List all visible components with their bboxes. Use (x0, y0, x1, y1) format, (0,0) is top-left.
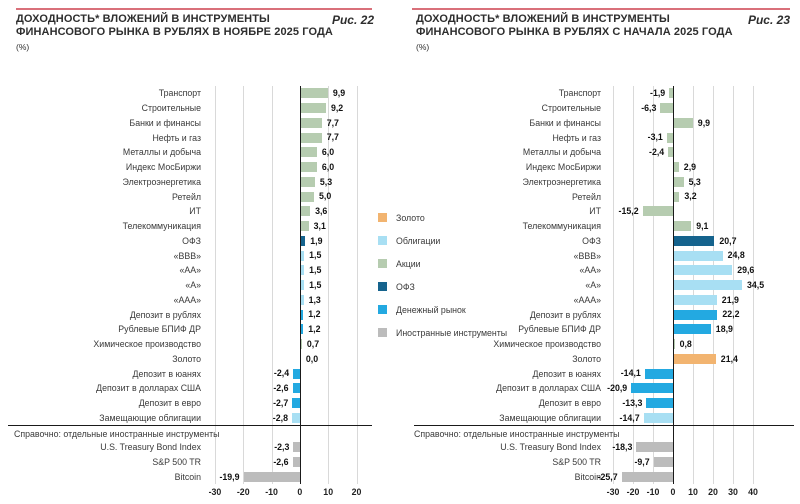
chart-unit-label: (%) (416, 42, 430, 52)
value-label: 1,5 (309, 279, 322, 290)
legend-label: Золото (396, 212, 425, 223)
bar (673, 236, 714, 246)
value-label: -2,3 (274, 442, 290, 452)
chart-row (0, 381, 400, 396)
category-label: Телекоммуникация (522, 221, 601, 232)
bar (673, 354, 716, 364)
value-label: -20,9 (607, 383, 628, 393)
legend-label: Денежный рынок (396, 304, 466, 315)
value-label: -14,1 (620, 368, 641, 379)
row-plot (607, 248, 767, 263)
axis-tick-label: 20 (708, 487, 718, 498)
row-plot (597, 470, 767, 485)
value-label: -2,6 (273, 383, 289, 393)
value-label: -6,3 (641, 102, 657, 113)
value-label: 9,2 (330, 102, 344, 113)
value-label: -2,6 (273, 456, 289, 467)
chart-row (0, 440, 400, 455)
row-plot (207, 322, 367, 337)
row-plot (207, 455, 367, 470)
value-label: 24,8 (727, 250, 745, 261)
chart-row (0, 263, 400, 278)
chart-title-line2: ФИНАНСОВОГО РЫНКА В РУБЛЯХ С НАЧАЛА 2025 ГОДА (416, 26, 733, 38)
bar (645, 369, 673, 379)
chart-row (400, 470, 800, 485)
bar (660, 103, 673, 113)
category-label: Металлы и добыча (522, 147, 601, 158)
value-label: 5,0 (319, 191, 332, 202)
row-plot (207, 440, 367, 455)
value-label: 9,9 (332, 88, 346, 98)
value-label: 1,5 (309, 265, 322, 275)
row-plot (207, 234, 367, 249)
category-label: Депозит в евро (138, 398, 201, 409)
category-label: «А» (585, 280, 601, 291)
row-plot (207, 470, 367, 485)
bar (673, 324, 711, 334)
note-section-label: Справочно: отдельные иностранные инструменты (414, 428, 620, 439)
chart-row (400, 366, 800, 381)
row-plot (207, 278, 367, 293)
chart-row (0, 86, 400, 101)
legend-label: Акции (396, 258, 421, 269)
category-label: ОФЗ (582, 235, 601, 246)
figure-number: Рис. 22 (331, 13, 374, 27)
legend-swatch-ofz (378, 282, 387, 291)
top-rule (412, 8, 790, 10)
value-label: 1,2 (308, 309, 321, 320)
category-label: Bitcoin (174, 471, 201, 482)
bar (673, 265, 732, 275)
row-plot (607, 86, 767, 101)
value-label: -14,7 (619, 412, 640, 423)
bar (673, 310, 717, 320)
chart-row (0, 307, 400, 322)
bar (644, 413, 673, 423)
bar (300, 221, 309, 231)
category-label: S&P 500 TR (152, 457, 201, 468)
category-label: ИТ (589, 206, 601, 217)
axis-tick-label: 20 (351, 487, 362, 498)
axis-tick-label: 0 (670, 487, 676, 498)
legend-label: Иностранные инструменты (396, 327, 508, 338)
category-label: Химическое производство (493, 339, 601, 350)
chart-row (0, 189, 400, 204)
legend-swatch-money (378, 305, 387, 314)
chart-row (400, 396, 800, 411)
chart-title-line1: ДОХОДНОСТЬ* ВЛОЖЕНИЙ В ИНСТРУМЕНТЫ (416, 13, 670, 25)
chart-row (400, 175, 800, 190)
category-label: «АА» (579, 265, 601, 276)
chart-row (0, 278, 400, 293)
value-label: 0,8 (679, 338, 692, 349)
chart-row (0, 352, 400, 367)
bar (300, 162, 317, 172)
chart-row (400, 86, 800, 101)
row-plot (607, 411, 767, 426)
bar (673, 280, 742, 290)
category-label: Электроэнергетика (122, 176, 201, 187)
row-plot (607, 352, 767, 367)
value-label: -2,4 (273, 368, 290, 379)
row-plot (607, 440, 767, 455)
category-label: Ретейл (572, 191, 601, 202)
row-plot (607, 175, 767, 190)
axis-tick-label: -20 (626, 487, 640, 498)
category-label: Телекоммуникация (122, 221, 201, 232)
category-label: Замещающие облигации (499, 412, 601, 423)
chart-row (0, 130, 400, 145)
chart-title-line1: ДОХОДНОСТЬ* ВЛОЖЕНИЙ В ИНСТРУМЕНТЫ (16, 13, 270, 25)
chart-row (0, 116, 400, 131)
category-label: Депозит в долларах США (496, 383, 601, 394)
value-label: 34,5 (747, 279, 765, 290)
category-label: «ААА» (573, 294, 601, 305)
value-label: 1,2 (308, 324, 321, 334)
chart-row (0, 337, 400, 352)
note-rows-container (0, 440, 400, 484)
legend-swatch-bonds (378, 236, 387, 245)
bar (673, 221, 691, 231)
chart-row (0, 145, 400, 160)
axis-tick-label: -20 (236, 487, 250, 498)
category-label: «ААА» (173, 294, 201, 305)
category-label: ОФЗ (182, 235, 201, 246)
category-label: Замещающие облигации (99, 412, 201, 423)
axis-tick-label: -10 (265, 487, 278, 498)
value-label: -2,8 (272, 412, 288, 423)
axis-tick-label: -30 (606, 487, 620, 498)
row-plot (607, 204, 767, 219)
value-label: 21,4 (720, 353, 738, 364)
category-label: Транспорт (558, 88, 601, 99)
category-label: «BBB» (573, 250, 601, 261)
chart-row (0, 204, 400, 219)
bar (293, 457, 300, 467)
category-label: Депозит в рублях (129, 309, 201, 320)
value-label: 1,9 (310, 235, 323, 246)
bar (673, 295, 717, 305)
bar (300, 133, 322, 143)
category-label: Депозит в юанях (532, 368, 601, 379)
bar (300, 147, 317, 157)
chart-row (0, 470, 400, 485)
value-label: 7,7 (326, 132, 339, 143)
chart-row (400, 352, 800, 367)
row-plot (607, 219, 767, 234)
row-plot (607, 366, 767, 381)
value-label: 21,9 (721, 294, 739, 305)
row-plot (607, 145, 767, 160)
row-plot (607, 263, 767, 278)
bar (636, 442, 673, 452)
row-plot (207, 175, 367, 190)
category-label: Депозит в рублях (529, 309, 601, 320)
category-label: «АА» (179, 265, 201, 276)
category-label: Банки и финансы (129, 117, 201, 128)
bar (300, 192, 314, 202)
axis-tick-label: 10 (688, 487, 698, 498)
chart-row (0, 234, 400, 249)
chart-row (400, 145, 800, 160)
row-plot (207, 307, 367, 322)
bar (646, 398, 673, 408)
bar (300, 177, 315, 187)
row-plot (607, 278, 767, 293)
value-label: -15,2 (618, 206, 639, 216)
category-label: U.S. Treasury Bond Index (500, 442, 601, 453)
row-plot (207, 248, 367, 263)
value-label: 3,2 (684, 191, 697, 202)
bar (300, 88, 328, 98)
category-label: Электроэнергетика (522, 176, 601, 187)
note-rows-container (400, 440, 800, 484)
row-plot (607, 189, 767, 204)
row-plot (207, 263, 367, 278)
chart-row (0, 322, 400, 337)
category-label: Индекс МосБиржи (525, 162, 601, 173)
axis-tick-label: -30 (208, 487, 222, 498)
chart-row (400, 381, 800, 396)
row-plot (607, 116, 767, 131)
figure-number: Рис. 23 (747, 13, 790, 27)
category-label: Нефть и газ (152, 132, 201, 143)
row-plot (607, 455, 767, 470)
row-plot (607, 381, 767, 396)
category-label: Ретейл (172, 191, 201, 202)
legend-swatch-foreign (378, 328, 387, 337)
bar (673, 118, 693, 128)
legend-item-ofz (378, 282, 507, 291)
category-label: Депозит в долларах США (96, 383, 201, 394)
row-plot (207, 160, 367, 175)
category-label: Bitcoin (574, 471, 601, 482)
value-label: 1,3 (308, 294, 321, 305)
value-label: -9,7 (634, 456, 650, 467)
chart-row (0, 219, 400, 234)
value-label: 5,3 (319, 176, 333, 187)
bar (622, 472, 673, 482)
row-plot (207, 411, 367, 426)
value-label: 18,9 (715, 324, 733, 334)
category-label: ИТ (189, 206, 201, 217)
row-plot (207, 219, 367, 234)
row-plot (207, 204, 367, 219)
axis-tick-label: -10 (646, 487, 660, 498)
bar (300, 118, 322, 128)
separator-line (8, 425, 372, 426)
chart-row (0, 366, 400, 381)
row-plot (607, 160, 767, 175)
bar (293, 383, 300, 393)
category-label: Золото (172, 353, 201, 364)
row-plot (607, 307, 767, 322)
category-label: Строительные (141, 103, 201, 114)
legend-item-bonds (378, 236, 507, 245)
bar (673, 251, 723, 261)
row-plot (607, 293, 767, 308)
bar (643, 206, 673, 216)
value-label: 3,1 (313, 220, 326, 231)
bar (673, 177, 684, 187)
value-label: 5,3 (688, 176, 701, 187)
value-label: -18,3 (612, 442, 633, 452)
chart-row (0, 248, 400, 263)
category-label: Химическое производство (93, 339, 201, 350)
chart-row (0, 293, 400, 308)
category-label: «А» (185, 280, 201, 291)
row-plot (607, 337, 767, 352)
axis-tick-label: 30 (728, 487, 738, 498)
row-plot (207, 396, 367, 411)
value-label: 2,9 (683, 161, 697, 172)
chart-row (400, 101, 800, 116)
chart-title-line2: ФИНАНСОВОГО РЫНКА В РУБЛЯХ В НОЯБРЕ 2025 ГОДА (16, 26, 333, 38)
bar (300, 206, 310, 216)
legend (378, 213, 507, 351)
row-plot (207, 145, 367, 160)
value-label: 22,2 (722, 309, 740, 320)
rows-container (0, 86, 400, 425)
category-label: Депозит в юанях (132, 368, 201, 379)
row-plot (207, 337, 367, 352)
chart-row (400, 116, 800, 131)
bar (244, 472, 300, 482)
bar (631, 383, 673, 393)
value-label: -19,9 (219, 471, 240, 482)
chart-row (400, 189, 800, 204)
category-label: S&P 500 TR (552, 457, 601, 468)
value-label: 6,0 (321, 147, 335, 157)
row-plot (207, 116, 367, 131)
legend-label: Облигации (396, 235, 441, 246)
value-label: 20,7 (719, 235, 737, 246)
category-label: Строительные (541, 103, 601, 114)
value-label: 7,7 (326, 117, 339, 128)
legend-item-money (378, 305, 507, 314)
row-plot (607, 101, 767, 116)
legend-item-foreign (378, 328, 507, 337)
category-label: U.S. Treasury Bond Index (100, 442, 201, 453)
chart-row (0, 101, 400, 116)
legend-swatch-gold (378, 213, 387, 222)
value-label: 29,6 (737, 265, 755, 275)
category-label: Индекс МосБиржи (125, 162, 201, 173)
category-label: Золото (572, 353, 601, 364)
bar (293, 442, 300, 452)
legend-item-equities (378, 259, 507, 268)
chart-row (400, 160, 800, 175)
bar (293, 369, 300, 379)
chart-row (400, 455, 800, 470)
value-label: 0,7 (306, 338, 320, 349)
value-label: 3,6 (315, 206, 328, 216)
separator-line (414, 425, 794, 426)
chart-row (0, 396, 400, 411)
axis-tick-label: 10 (323, 487, 334, 498)
row-plot (607, 322, 767, 337)
legend-swatch-equities (378, 259, 387, 268)
chart-row (400, 411, 800, 426)
chart-row (400, 440, 800, 455)
category-label: Рублевые БПИФ ДР (518, 324, 601, 335)
chart-unit-label: (%) (16, 42, 30, 52)
bar (292, 413, 300, 423)
chart-row (0, 160, 400, 175)
legend-label: ОФЗ (396, 281, 415, 292)
row-plot (207, 101, 367, 116)
row-plot (207, 189, 367, 204)
category-label: «BBB» (173, 250, 201, 261)
row-plot (207, 352, 367, 367)
row-plot (207, 86, 367, 101)
chart-row (0, 175, 400, 190)
category-label: Транспорт (158, 88, 201, 99)
value-label: -1,9 (650, 88, 666, 98)
chart-row (0, 411, 400, 426)
category-label: Нефть и газ (552, 132, 601, 143)
axis-tick-label: 0 (297, 487, 303, 498)
bar (292, 398, 300, 408)
row-plot (607, 396, 767, 411)
row-plot (207, 293, 367, 308)
value-label: 9,9 (697, 117, 711, 128)
value-label: -2,4 (649, 147, 665, 157)
value-label: -25,7 (597, 471, 618, 482)
legend-item-gold (378, 213, 507, 222)
value-label: -2,7 (273, 397, 289, 408)
value-label: 0,0 (305, 353, 319, 364)
category-label: Банки и финансы (529, 117, 601, 128)
bar (654, 457, 673, 467)
axis-tick-label: 40 (748, 487, 758, 498)
row-plot (207, 366, 367, 381)
value-label: 1,5 (309, 250, 322, 261)
row-plot (607, 234, 767, 249)
value-label: -3,1 (647, 132, 663, 143)
value-label: 6,0 (321, 161, 335, 172)
row-plot (607, 130, 767, 145)
note-section-label: Справочно: отдельные иностранные инструменты (14, 428, 220, 439)
top-rule (16, 8, 372, 10)
value-label: -13,3 (622, 397, 643, 408)
value-label: 9,1 (696, 220, 709, 231)
category-label: Депозит в евро (538, 398, 601, 409)
bar (300, 103, 326, 113)
category-label: Металлы и добыча (122, 147, 201, 158)
category-label: Рублевые БПИФ ДР (118, 324, 201, 335)
row-plot (207, 381, 367, 396)
chart-row (0, 455, 400, 470)
row-plot (207, 130, 367, 145)
chart-row (400, 130, 800, 145)
